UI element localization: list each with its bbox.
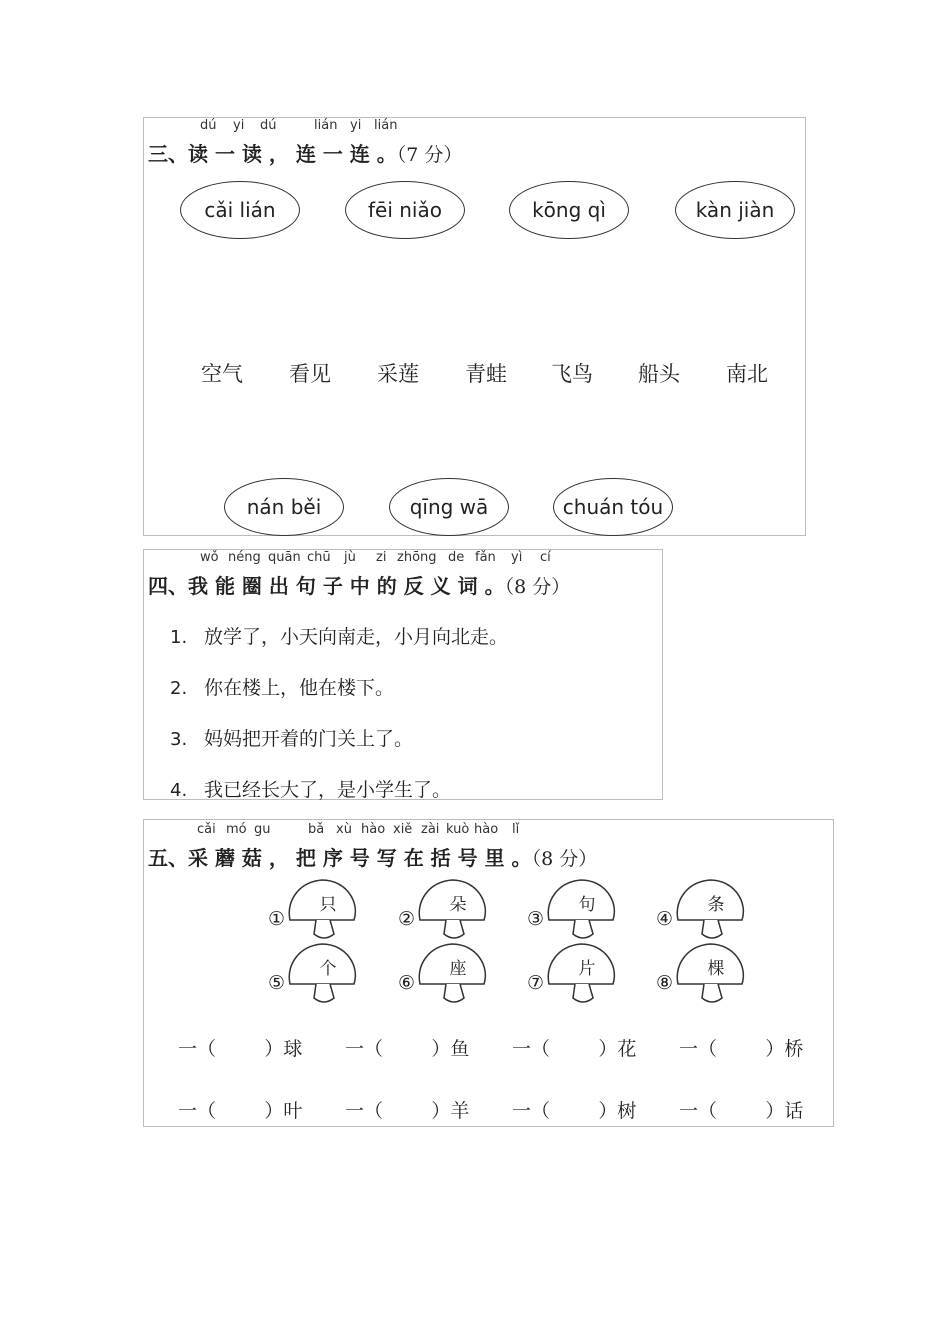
mushroom-number: ③: [527, 908, 545, 930]
word-item[interactable]: 南北: [726, 362, 768, 386]
mushroom-char: 棵: [707, 959, 725, 979]
pinyin: kuò: [446, 822, 470, 837]
pinyin: zài: [421, 822, 440, 837]
fill-blank[interactable]: 一（ ）树: [512, 1100, 637, 1122]
pinyin: xù: [336, 822, 352, 837]
section-3-box: [143, 117, 806, 536]
mushroom[interactable]: [398, 940, 488, 1012]
pinyin: lián: [314, 118, 338, 133]
mushroom-char: 片: [578, 959, 596, 979]
mushroom-number: ⑦: [527, 972, 545, 994]
sentence-text: 放学了，小天向南走，小月向北走。: [204, 626, 509, 648]
word-item[interactable]: 空气: [201, 362, 243, 386]
pinyin: cí: [540, 550, 551, 565]
pinyin: wǒ: [200, 550, 219, 565]
section-title-text: 四、我 能 圈 出 句 子 中 的 反 义 词 。: [148, 574, 505, 598]
fill-blank[interactable]: 一（ ）羊: [345, 1100, 470, 1122]
mushroom-char: 朵: [449, 895, 467, 915]
mushroom-number: ⑤: [268, 972, 286, 994]
mushroom[interactable]: [268, 876, 358, 948]
mushroom-char: 个: [319, 959, 337, 979]
word-item[interactable]: 飞鸟: [551, 362, 593, 386]
section-title-text: 五、采 蘑 菇 ， 把 序 号 写 在 括 号 里 。: [148, 846, 532, 870]
mushroom[interactable]: [268, 940, 358, 1012]
sentence-number: 2.: [170, 678, 188, 699]
fill-blank[interactable]: 一（ ）花: [512, 1038, 637, 1060]
sentence-text: 妈妈把开着的门关上了。: [204, 728, 414, 750]
mushroom[interactable]: [398, 876, 488, 948]
pinyin: zi: [376, 550, 387, 565]
pinyin-oval[interactable]: fēi niǎo: [345, 181, 465, 239]
word-item[interactable]: 船头: [638, 362, 680, 386]
mushroom-char: 只: [319, 895, 337, 915]
section-score: （8 分）: [504, 576, 571, 598]
sentence[interactable]: [170, 622, 508, 649]
pinyin: chū: [307, 550, 331, 565]
word-item[interactable]: 看见: [289, 362, 331, 386]
section-4-title: [148, 570, 570, 599]
word-item[interactable]: 采莲: [377, 362, 419, 386]
pinyin: dú: [260, 118, 277, 133]
pinyin: quān: [268, 550, 301, 565]
mushroom-number: ⑧: [656, 972, 674, 994]
mushroom[interactable]: [656, 876, 746, 948]
pinyin: hào: [361, 822, 386, 837]
mushroom-number: ④: [656, 908, 674, 930]
fill-blank[interactable]: 一（ ）叶: [178, 1100, 303, 1122]
mushroom-char: 句: [578, 895, 596, 915]
sentence-number: 4.: [170, 780, 188, 801]
mushroom[interactable]: [527, 940, 617, 1012]
section-5-title: [148, 842, 597, 871]
sentence-text: 你在楼上，他在楼下。: [204, 677, 395, 699]
pinyin: yi: [233, 118, 245, 133]
pinyin: gu: [254, 822, 271, 837]
pinyin: cǎi: [197, 822, 216, 837]
fill-blank[interactable]: 一（ ）桥: [679, 1038, 804, 1060]
sentence-text: 我已经长大了，是小学生了。: [204, 779, 452, 801]
pinyin: xiě: [393, 822, 413, 837]
mushroom[interactable]: [527, 876, 617, 948]
sentence[interactable]: [170, 724, 413, 751]
mushroom[interactable]: [656, 940, 746, 1012]
sentence[interactable]: [170, 673, 394, 700]
pinyin: lián: [374, 118, 398, 133]
section-score: （7 分）: [396, 144, 463, 166]
pinyin-oval[interactable]: qīng wā: [389, 478, 509, 536]
pinyin: yi: [350, 118, 362, 133]
pinyin: dú: [200, 118, 217, 133]
pinyin-oval[interactable]: nán běi: [224, 478, 344, 536]
word-item[interactable]: 青蛙: [465, 362, 507, 386]
sentence[interactable]: [170, 775, 451, 802]
mushroom-number: ①: [268, 908, 286, 930]
pinyin: néng: [228, 550, 261, 565]
mushroom-char: 条: [707, 895, 725, 915]
fill-blank[interactable]: 一（ ）球: [178, 1038, 303, 1060]
pinyin-oval[interactable]: kōng qì: [509, 181, 629, 239]
section-score: （8 分）: [531, 848, 598, 870]
mushroom-char: 座: [449, 959, 467, 979]
fill-blank[interactable]: 一（ ）话: [679, 1100, 804, 1122]
pinyin-oval[interactable]: kàn jiàn: [675, 181, 795, 239]
pinyin: jù: [344, 550, 356, 565]
mushroom-number: ②: [398, 908, 416, 930]
section-3-title: [148, 138, 462, 167]
pinyin: lǐ: [512, 822, 520, 837]
pinyin: mó: [226, 822, 247, 837]
pinyin: yì: [511, 550, 523, 565]
pinyin: fǎn: [475, 550, 496, 565]
pinyin: de: [448, 550, 465, 565]
fill-blank[interactable]: 一（ ）鱼: [345, 1038, 470, 1060]
pinyin-oval[interactable]: cǎi lián: [180, 181, 300, 239]
section-title-text: 三、读 一 读 ， 连 一 连 。: [148, 142, 397, 166]
pinyin: zhōng: [397, 550, 437, 565]
pinyin: bǎ: [308, 822, 325, 837]
sentence-number: 3.: [170, 729, 188, 750]
mushroom-number: ⑥: [398, 972, 416, 994]
sentence-number: 1.: [170, 627, 188, 648]
pinyin: hào: [474, 822, 499, 837]
pinyin-oval[interactable]: chuán tóu: [553, 478, 673, 536]
